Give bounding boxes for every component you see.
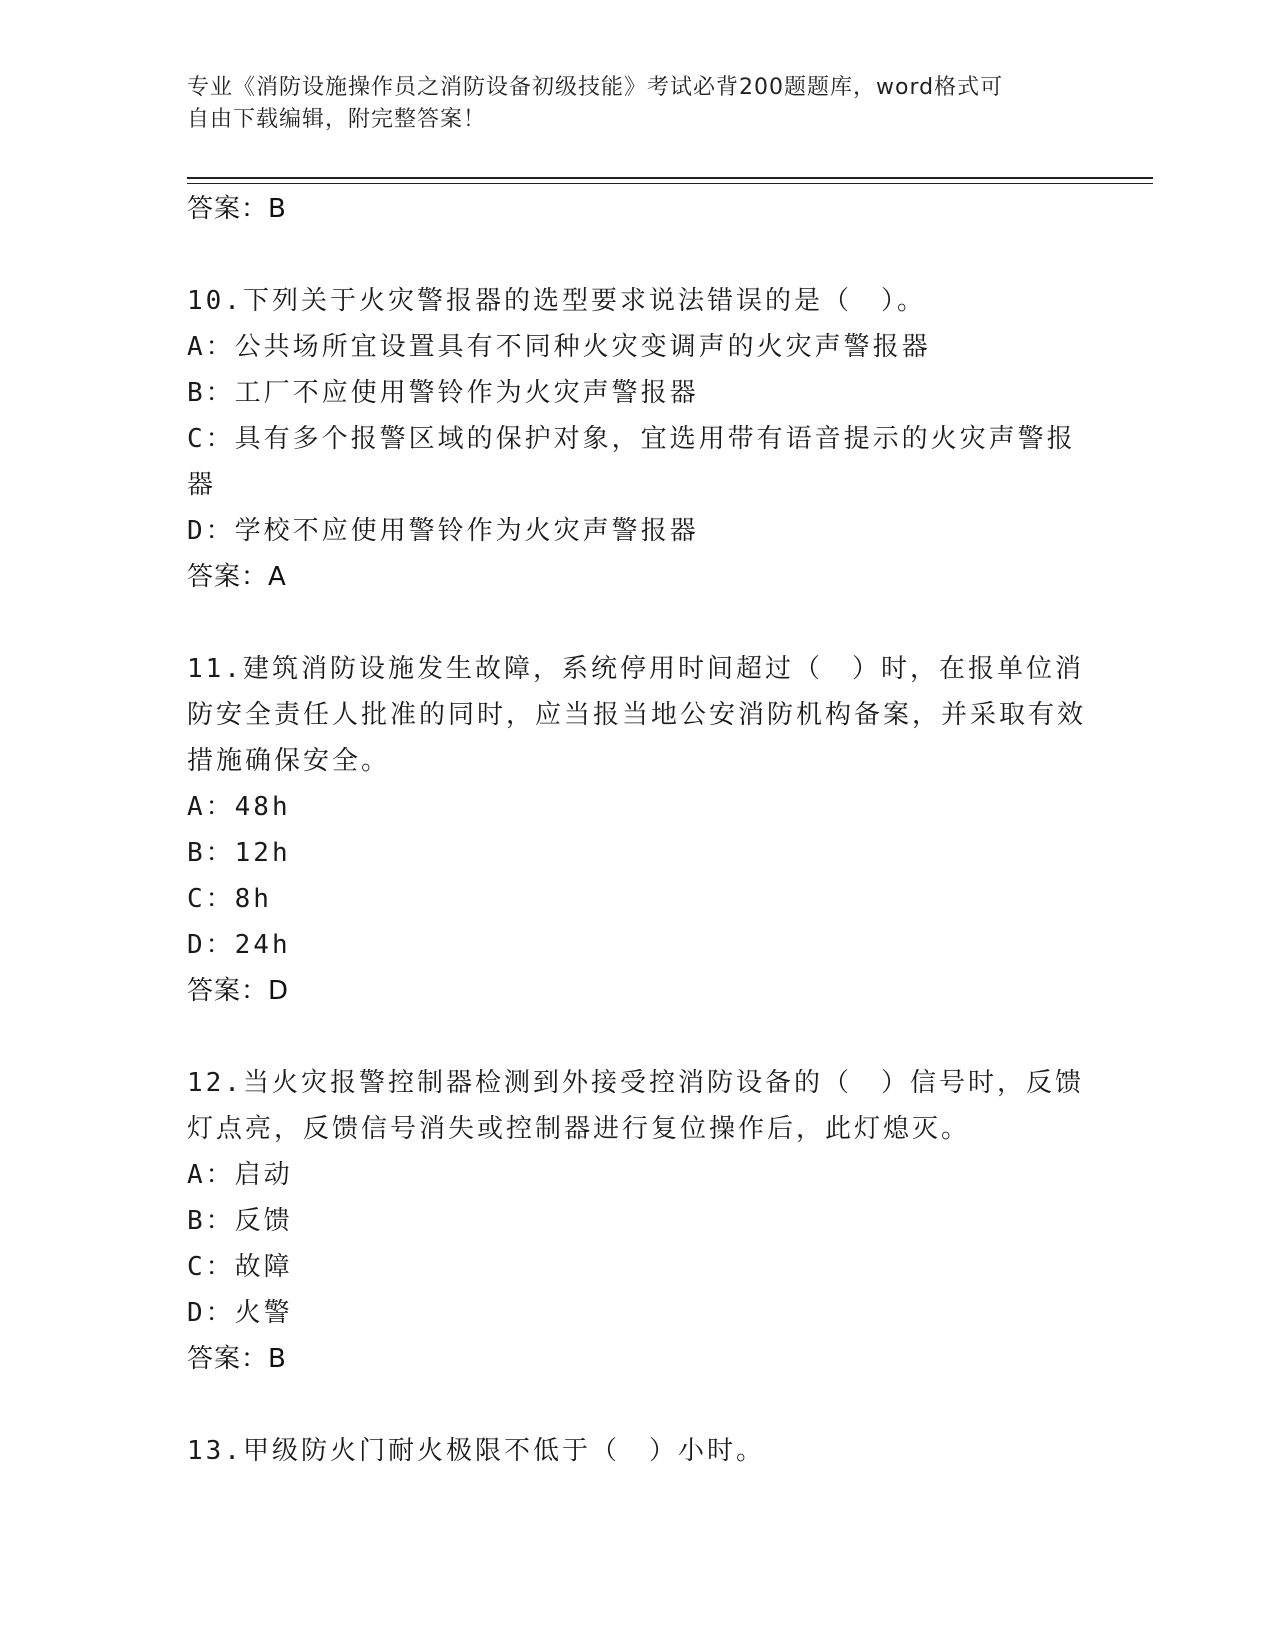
question-stem: 13.甲级防火门耐火极限不低于（ ）小时。 xyxy=(187,1436,765,1466)
option-d: D：火警 xyxy=(187,1298,293,1328)
option-b: B：12h xyxy=(187,838,291,868)
question-stem: 10.下列关于火灾警报器的选型要求说法错误的是（ ）。 xyxy=(187,286,926,316)
question-block-10 xyxy=(187,278,1087,600)
option-a: A：公共场所宜设置具有不同种火灾变调声的火灾声警报器 xyxy=(187,332,931,362)
answer-line: 答案：B xyxy=(187,1344,287,1374)
answer-line: 答案：B xyxy=(187,194,287,224)
option-a: A：48h xyxy=(187,792,291,822)
option-c: C：具有多个报警区域的保护对象，宜选用带有语音提示的火灾声警报器 xyxy=(187,424,1076,500)
answer-line: 答案：D xyxy=(187,976,290,1006)
option-b: B：反馈 xyxy=(187,1206,293,1236)
header-rule-thick xyxy=(187,177,1153,179)
option-d: D：学校不应使用警铃作为火灾声警报器 xyxy=(187,516,699,546)
question-block-12 xyxy=(187,1060,1087,1382)
question-list xyxy=(187,186,1087,1474)
header-rule-thin xyxy=(187,183,1153,184)
question-block-11 xyxy=(187,646,1087,1014)
question-stem: 12.当火灾报警控制器检测到外接受控消防设备的（ ）信号时，反馈灯点亮，反馈信号消失或控制器进行复位操作后，此灯熄灭。 xyxy=(187,1068,1084,1144)
option-d: D：24h xyxy=(187,930,291,960)
answer-line: 答案：A xyxy=(187,562,287,592)
question-stem: 11.建筑消防设施发生故障，系统停用时间超过（ ）时，在报单位消防安全责任人批准的同时，应当报当地公安消防机构备案，并采取有效措施确保安全。 xyxy=(187,654,1087,776)
document-header: 专业《消防设施操作员之消防设备初级技能》考试必背200题题库，word格式可 自由下载编辑，附完整答案！ xyxy=(187,75,1004,132)
option-c: C：8h xyxy=(187,884,272,914)
option-c: C：故障 xyxy=(187,1252,293,1282)
option-b: B：工厂不应使用警铃作为火灾声警报器 xyxy=(187,378,699,408)
option-a: A：启动 xyxy=(187,1160,293,1190)
question-block-13 xyxy=(187,1428,1087,1474)
